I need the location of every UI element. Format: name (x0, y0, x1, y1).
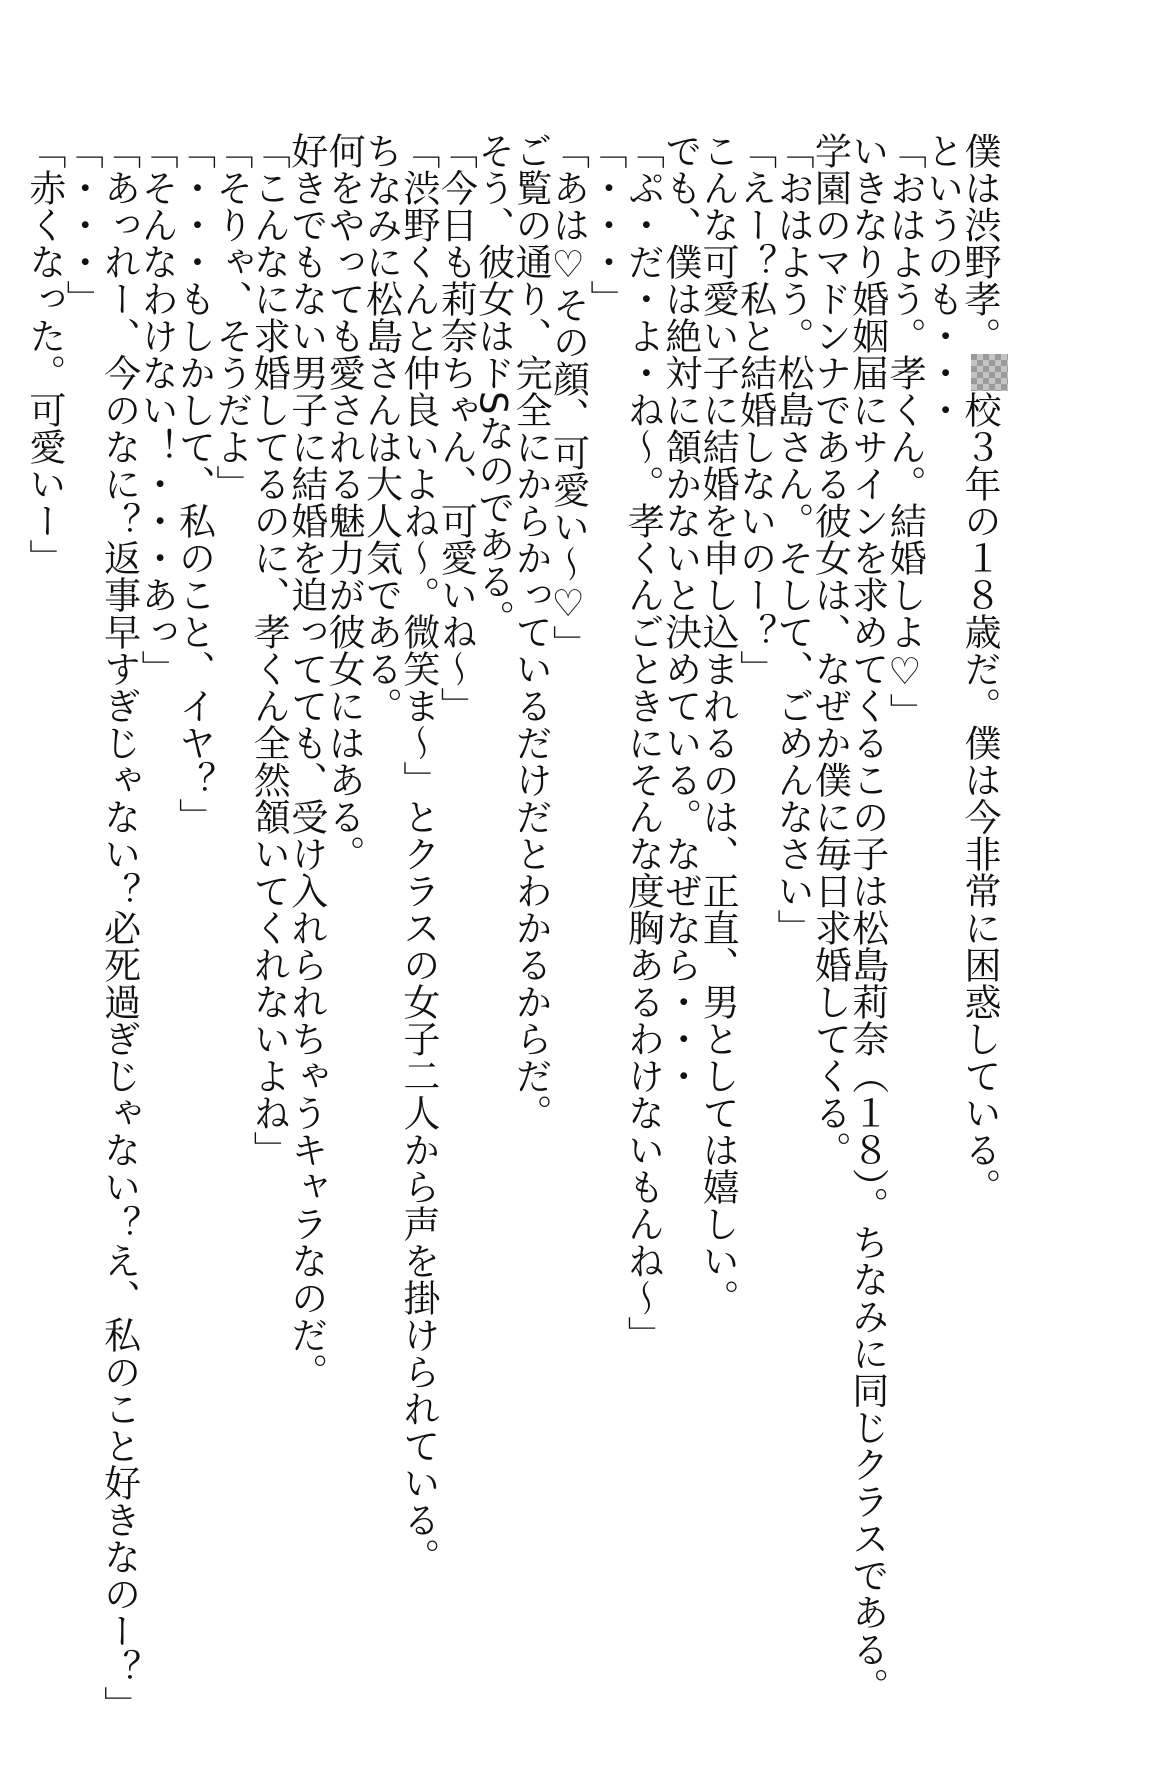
text-line-13: ご覧の通り、完全にからかっているだけだとわかるからだ。 (509, 132, 553, 1131)
text-line-3: 「おはよう。孝くん。結婚しよ♡」 (883, 132, 927, 730)
text-line-11: 「・・・」 (583, 132, 627, 317)
text-line-5: 学園のマドンナである彼女は、なぜか僕に毎日求婚してくる。 (808, 132, 852, 1168)
text-line-24: 「あっれー、今のなに？返事早すぎじゃない？必死過ぎじゃない？え、私のこと好きなのー？」 (97, 132, 141, 1723)
text-line-18: 何をやっても愛される魅力が彼女にはある。 (322, 132, 366, 872)
text-line-7: 「えー？私と結婚しないのー？」 (733, 132, 777, 687)
text-line-26: 「赤くなった。可愛いー」 (22, 132, 66, 576)
text-line-23: 「そんなわけない！・・・あっ」 (135, 132, 179, 687)
text-line-17: ちなみに松島さんは大人気である。 (359, 132, 403, 724)
text-line-21: 「そりゃ、そうだよ」 (209, 132, 253, 502)
text-line-20: 「こんなに求婚してるのに、孝くん全然頷いてくれないよね」 (247, 132, 291, 1168)
text-line-8: こんな可愛い子に結婚を申し込まれるのは、正直、男としては嬉しい。 (696, 132, 740, 1316)
text-line-4: いきなり婚姻届にサインを求めてくるこの子は松島莉奈（１８）。ちなみに同じクラスである。 (845, 132, 889, 1705)
text-line-25: 「・・・」 (60, 132, 104, 317)
vertical-text-body (22, 132, 1008, 1723)
text-line-14: そう、彼女はドSなのである。 (471, 132, 515, 637)
text-line-9: でも、僕は絶対に頷かないと決めている。なぜなら・・・ (658, 132, 702, 1094)
text-line-6: 「おはよう。松島さん。そして、ごめんなさい」 (770, 132, 814, 946)
text-line-12: 「あは♡その顔、可愛い～♡」 (546, 132, 590, 662)
text-line-16: 「渋野くんと仲良いよね～。微笑ま～」とクラスの女子二人から声を掛けられている。 (396, 132, 440, 1575)
text-line-15: 「今日も莉奈ちゃん、可愛いね～」 (434, 132, 478, 724)
text-line-19: 好きでもない男子に結婚を迫ってても、受け入れられちゃうキャラなのだ。 (284, 132, 328, 1390)
text-line-1 (958, 132, 1008, 1452)
text-line-2: というのも・・・ (920, 132, 964, 428)
censor-mosaic-icon (971, 354, 1008, 391)
text-line-10: 「ぷ・だ・よ・ね～。孝くんごときにそんな度胸あるわけないもんね～」 (621, 132, 665, 1353)
text-line-22: 「・・・もしかして、私のこと、イヤ？」 (172, 132, 216, 835)
text-segment: 校３年の１８歳だ。僕は今非常に困惑している。 (958, 391, 1001, 1205)
text-segment: 僕は渋野孝。 (958, 132, 1001, 354)
